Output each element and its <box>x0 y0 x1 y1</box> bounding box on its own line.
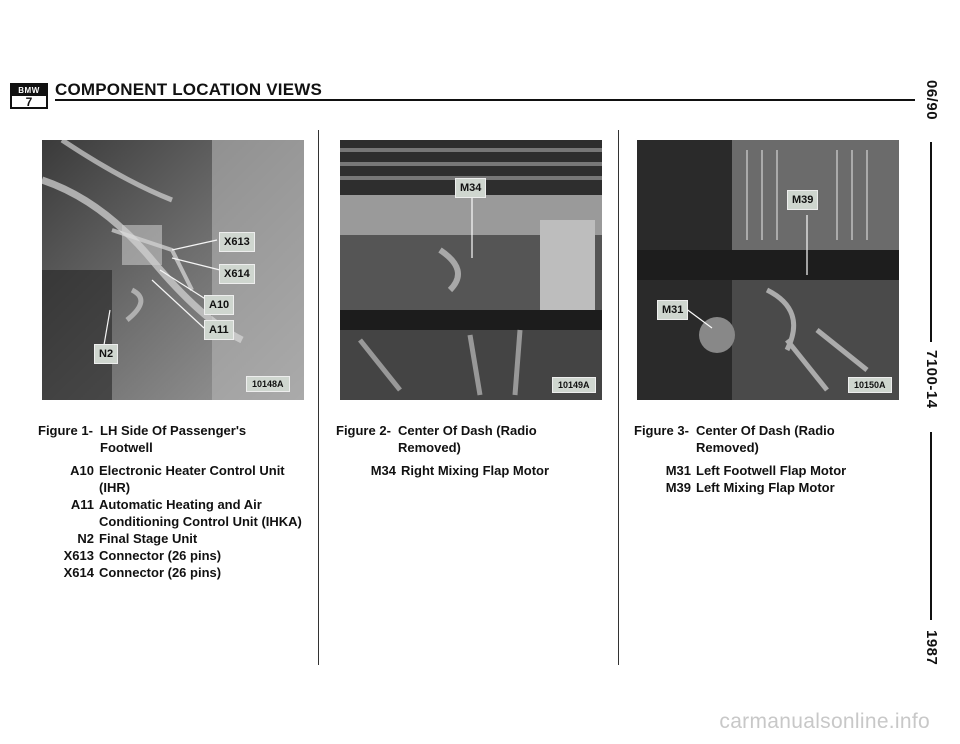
legend-code: A11 <box>70 497 94 512</box>
legend-text: Left Mixing Flap Motor <box>696 480 835 495</box>
figure-title-line-2: Removed) <box>696 440 759 455</box>
page-title: COMPONENT LOCATION VIEWS <box>55 80 323 99</box>
legend-text: Automatic Heating and Air Conditioning Control Unit (IHKA) <box>99 497 302 529</box>
legend-item <box>58 530 309 547</box>
legend-text: Final Stage Unit <box>99 531 198 546</box>
side-date: 06/90 <box>923 80 940 121</box>
legend-text: Connector (26 pins) <box>99 548 222 563</box>
photo-id: 10148A <box>246 376 290 392</box>
legend-text: Right Mixing Flap Motor <box>401 463 550 478</box>
figure-title-line-2: Footwell <box>100 440 153 455</box>
callout-m34: M34 <box>455 178 486 198</box>
logo-series: 7 <box>25 95 33 109</box>
figure-title-line-1: Center Of Dash (Radio <box>398 423 537 438</box>
legend-item <box>58 547 309 564</box>
figure-title-line-2: Removed) <box>398 440 461 455</box>
figure-2-caption <box>336 422 537 456</box>
logo-brand: BMW <box>12 85 46 96</box>
column-divider-2 <box>618 130 619 665</box>
callout-x614: X614 <box>219 264 255 284</box>
photo-id: 10149A <box>552 377 596 393</box>
figure-title-line-1: Center Of Dash (Radio <box>696 423 835 438</box>
legend-text: Electronic Heater Control Unit (IHR) <box>99 463 285 495</box>
legend-item <box>655 479 906 496</box>
header-rule <box>55 99 915 101</box>
legend-item <box>58 564 309 581</box>
watermark: carmanualsonline.info <box>719 710 930 733</box>
callout-a11: A11 <box>204 320 234 340</box>
side-year: 1987 <box>923 630 940 666</box>
figure-number: Figure 1- <box>38 423 93 438</box>
legend-code: M34 <box>370 463 396 478</box>
legend-code: X613 <box>63 548 94 563</box>
legend-item <box>58 462 309 496</box>
legend-item <box>58 496 309 530</box>
bmw-7-logo <box>10 83 48 109</box>
legend-code: M31 <box>665 463 691 478</box>
legend-text: Left Footwell Flap Motor <box>696 463 847 478</box>
column-divider-1 <box>318 130 319 665</box>
callout-x613: X613 <box>219 232 255 252</box>
figure-number: Figure 3- <box>634 423 689 438</box>
side-rule-1 <box>930 142 932 342</box>
callout-n2: N2 <box>94 344 118 364</box>
figure-1-photo <box>42 140 304 400</box>
figure-title-line-1: LH Side Of Passenger's <box>100 423 247 438</box>
photo-id: 10150A <box>848 377 892 393</box>
figure-number: Figure 2- <box>336 423 391 438</box>
legend-code: N2 <box>77 531 94 546</box>
legend-item <box>655 462 906 479</box>
legend-item <box>360 462 611 479</box>
callout-m39: M39 <box>787 190 818 210</box>
figure-2-photo <box>340 140 602 400</box>
figure-1-legend <box>58 462 309 581</box>
figure-3-legend <box>655 462 906 496</box>
figure-2-legend <box>360 462 611 479</box>
figure-3-photo <box>637 140 899 400</box>
figure-3-caption <box>634 422 835 456</box>
side-rule-2 <box>930 432 932 620</box>
legend-code: A10 <box>70 463 94 478</box>
legend-code: M39 <box>665 480 691 495</box>
legend-text: Connector (26 pins) <box>99 565 222 580</box>
figure-1-caption <box>38 422 246 456</box>
side-page-number: 7100-14 <box>923 350 940 409</box>
callout-a10: A10 <box>204 295 234 315</box>
legend-code: X614 <box>63 565 94 580</box>
callout-m31: M31 <box>657 300 688 320</box>
